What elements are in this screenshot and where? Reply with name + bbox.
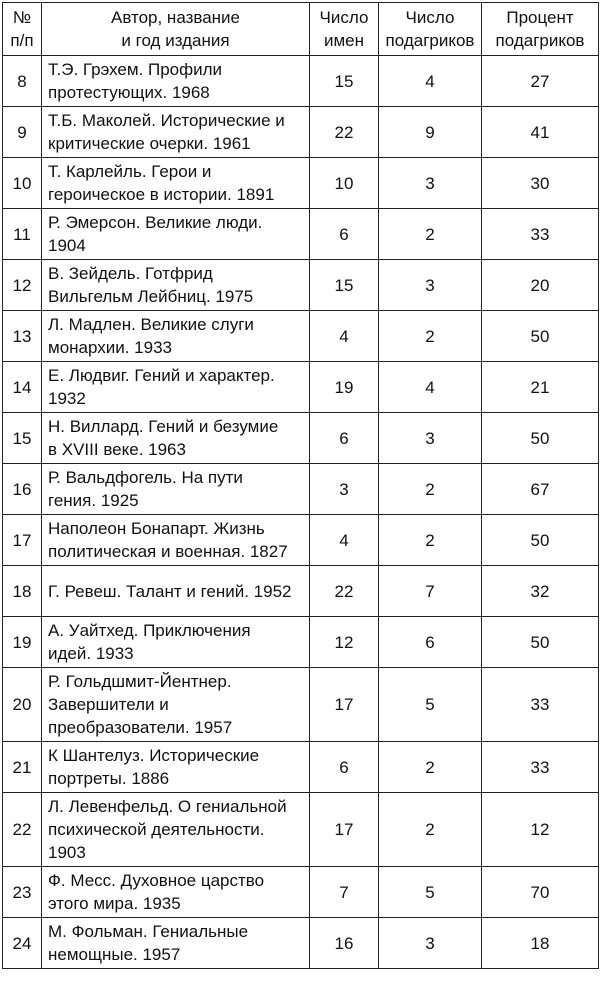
gouty-percent-cell: 21 bbox=[482, 362, 599, 413]
title-line: Ф. Месс. Духовное царство bbox=[48, 871, 265, 890]
title-line: героическое в истории. 1891 bbox=[48, 185, 275, 204]
gouty-percent-cell: 67 bbox=[482, 464, 599, 515]
gouty-count-cell: 2 bbox=[379, 464, 482, 515]
author-title-cell bbox=[42, 566, 310, 617]
title-line: М. Фольман. Гениальные bbox=[48, 922, 249, 941]
author-title-cell bbox=[42, 311, 310, 362]
gouty-count-cell: 2 bbox=[379, 209, 482, 260]
table-row bbox=[3, 617, 599, 668]
names-count-cell: 17 bbox=[310, 668, 379, 742]
row-number-cell: 18 bbox=[3, 566, 42, 617]
gouty-percent-cell: 20 bbox=[482, 260, 599, 311]
gouty-count-cell: 3 bbox=[379, 260, 482, 311]
author-title-cell bbox=[42, 158, 310, 209]
gouty-percent-cell: 30 bbox=[482, 158, 599, 209]
author-title-cell bbox=[42, 793, 310, 867]
header-gouty-percent: Процент подагриков bbox=[482, 3, 599, 56]
header-number: № п/п bbox=[3, 3, 42, 56]
row-number-cell: 20 bbox=[3, 668, 42, 742]
table-row bbox=[3, 158, 599, 209]
gout-statistics-table bbox=[2, 2, 599, 969]
author-title-cell bbox=[42, 107, 310, 158]
row-number-cell: 21 bbox=[3, 742, 42, 793]
row-number-cell: 9 bbox=[3, 107, 42, 158]
row-number-cell: 13 bbox=[3, 311, 42, 362]
names-count-cell: 10 bbox=[310, 158, 379, 209]
gouty-percent-cell: 32 bbox=[482, 566, 599, 617]
title-line: Т. Карлейль. Герои и bbox=[48, 162, 212, 181]
title-line: 1903 bbox=[48, 843, 86, 862]
gouty-count-cell: 6 bbox=[379, 617, 482, 668]
title-line: Завершители и bbox=[48, 695, 169, 714]
gouty-percent-cell: 18 bbox=[482, 918, 599, 969]
author-title-cell bbox=[42, 464, 310, 515]
header-gouty-count: Число подагриков bbox=[379, 3, 482, 56]
table-row bbox=[3, 515, 599, 566]
table-row bbox=[3, 566, 599, 617]
names-count-cell: 15 bbox=[310, 260, 379, 311]
author-title-cell bbox=[42, 362, 310, 413]
table-row bbox=[3, 464, 599, 515]
table-row bbox=[3, 56, 599, 107]
row-number-cell: 16 bbox=[3, 464, 42, 515]
title-line: Л. Мадлен. Великие слуги bbox=[48, 315, 254, 334]
table-row bbox=[3, 362, 599, 413]
gouty-count-cell: 7 bbox=[379, 566, 482, 617]
names-count-cell: 19 bbox=[310, 362, 379, 413]
author-title-cell bbox=[42, 742, 310, 793]
title-line: гения. 1925 bbox=[48, 491, 139, 510]
gouty-percent-cell: 50 bbox=[482, 311, 599, 362]
table-row bbox=[3, 209, 599, 260]
title-line: 1904 bbox=[48, 236, 86, 255]
gouty-percent-cell: 50 bbox=[482, 617, 599, 668]
row-number-cell: 15 bbox=[3, 413, 42, 464]
header-names-count: Число имен bbox=[310, 3, 379, 56]
author-title-cell bbox=[42, 260, 310, 311]
author-title-cell bbox=[42, 668, 310, 742]
gouty-percent-cell: 70 bbox=[482, 867, 599, 918]
title-line: немощные. 1957 bbox=[48, 945, 181, 964]
gouty-percent-cell: 50 bbox=[482, 413, 599, 464]
names-count-cell: 16 bbox=[310, 918, 379, 969]
title-line: Л. Левенфельд. О гениальной bbox=[48, 797, 287, 816]
gouty-percent-cell: 33 bbox=[482, 209, 599, 260]
table-row bbox=[3, 867, 599, 918]
title-line: идей. 1933 bbox=[48, 644, 134, 663]
title-line: Р. Вальдфогель. На пути bbox=[48, 468, 243, 487]
names-count-cell: 12 bbox=[310, 617, 379, 668]
gouty-percent-cell: 27 bbox=[482, 56, 599, 107]
gouty-percent-cell: 12 bbox=[482, 793, 599, 867]
title-line: Р. Эмерсон. Великие люди. bbox=[48, 213, 263, 232]
title-line: психической деятельности. bbox=[48, 820, 265, 839]
gouty-percent-cell: 33 bbox=[482, 742, 599, 793]
gouty-count-cell: 5 bbox=[379, 668, 482, 742]
gouty-count-cell: 9 bbox=[379, 107, 482, 158]
title-line: в XVIII веке. 1963 bbox=[48, 440, 186, 459]
table-row bbox=[3, 793, 599, 867]
gouty-percent-cell: 50 bbox=[482, 515, 599, 566]
title-line: преобразователи. 1957 bbox=[48, 718, 233, 737]
row-number-cell: 17 bbox=[3, 515, 42, 566]
header-row bbox=[3, 3, 599, 56]
names-count-cell: 3 bbox=[310, 464, 379, 515]
table-row bbox=[3, 918, 599, 969]
title-line: В. Зейдель. Готфрид bbox=[48, 264, 213, 283]
table-row bbox=[3, 311, 599, 362]
title-line: Н. Виллард. Гений и безумие bbox=[48, 417, 279, 436]
author-title-cell bbox=[42, 413, 310, 464]
names-count-cell: 15 bbox=[310, 56, 379, 107]
gouty-percent-cell: 33 bbox=[482, 668, 599, 742]
gouty-count-cell: 5 bbox=[379, 867, 482, 918]
names-count-cell: 7 bbox=[310, 867, 379, 918]
header-author-title: Автор, название и год издания bbox=[42, 3, 310, 56]
table-row bbox=[3, 107, 599, 158]
author-title-cell bbox=[42, 867, 310, 918]
title-line: Г. Ревеш. Талант и гений. 1952 bbox=[48, 581, 292, 601]
title-line: 1932 bbox=[48, 389, 86, 408]
names-count-cell: 6 bbox=[310, 742, 379, 793]
row-number-cell: 22 bbox=[3, 793, 42, 867]
gouty-count-cell: 2 bbox=[379, 793, 482, 867]
names-count-cell: 22 bbox=[310, 566, 379, 617]
gouty-count-cell: 4 bbox=[379, 362, 482, 413]
table-body bbox=[3, 56, 599, 969]
row-number-cell: 12 bbox=[3, 260, 42, 311]
gouty-count-cell: 2 bbox=[379, 311, 482, 362]
row-number-cell: 19 bbox=[3, 617, 42, 668]
author-title-cell bbox=[42, 515, 310, 566]
gouty-count-cell: 3 bbox=[379, 918, 482, 969]
row-number-cell: 8 bbox=[3, 56, 42, 107]
row-number-cell: 14 bbox=[3, 362, 42, 413]
title-line: Вильгельм Лейбниц. 1975 bbox=[48, 287, 254, 306]
row-number-cell: 10 bbox=[3, 158, 42, 209]
title-line: Р. Гольдшмит-Йентнер. bbox=[48, 672, 232, 691]
gouty-count-cell: 2 bbox=[379, 515, 482, 566]
table-header bbox=[3, 3, 599, 56]
row-number-cell: 23 bbox=[3, 867, 42, 918]
names-count-cell: 4 bbox=[310, 311, 379, 362]
gouty-count-cell: 4 bbox=[379, 56, 482, 107]
author-title-cell bbox=[42, 918, 310, 969]
table-row bbox=[3, 668, 599, 742]
title-line: этого мира. 1935 bbox=[48, 894, 181, 913]
row-number-cell: 11 bbox=[3, 209, 42, 260]
title-line: Т.Б. Маколей. Исторические и bbox=[48, 111, 285, 130]
title-line: Наполеон Бонапарт. Жизнь bbox=[48, 519, 265, 538]
table-row bbox=[3, 742, 599, 793]
author-title-cell bbox=[42, 209, 310, 260]
title-line: протестующих. 1968 bbox=[48, 83, 210, 102]
title-line: Е. Людвиг. Гений и характер. bbox=[48, 366, 275, 385]
title-line: К Шантелуз. Исторические bbox=[48, 746, 260, 765]
names-count-cell: 4 bbox=[310, 515, 379, 566]
gouty-count-cell: 3 bbox=[379, 158, 482, 209]
author-title-cell bbox=[42, 617, 310, 668]
title-line: критические очерки. 1961 bbox=[48, 134, 251, 153]
names-count-cell: 6 bbox=[310, 209, 379, 260]
title-line: политическая и военная. 1827 bbox=[48, 542, 288, 561]
table-row bbox=[3, 260, 599, 311]
names-count-cell: 22 bbox=[310, 107, 379, 158]
gouty-count-cell: 3 bbox=[379, 413, 482, 464]
author-title-cell bbox=[42, 56, 310, 107]
names-count-cell: 17 bbox=[310, 793, 379, 867]
names-count-cell: 6 bbox=[310, 413, 379, 464]
row-number-cell: 24 bbox=[3, 918, 42, 969]
title-line: портреты. 1886 bbox=[48, 769, 170, 788]
gouty-count-cell: 2 bbox=[379, 742, 482, 793]
title-line: Т.Э. Грэхем. Профили bbox=[48, 60, 223, 79]
gouty-percent-cell: 41 bbox=[482, 107, 599, 158]
title-line: А. Уайтхед. Приключения bbox=[48, 621, 251, 640]
title-line: монархии. 1933 bbox=[48, 338, 173, 357]
table-row bbox=[3, 413, 599, 464]
